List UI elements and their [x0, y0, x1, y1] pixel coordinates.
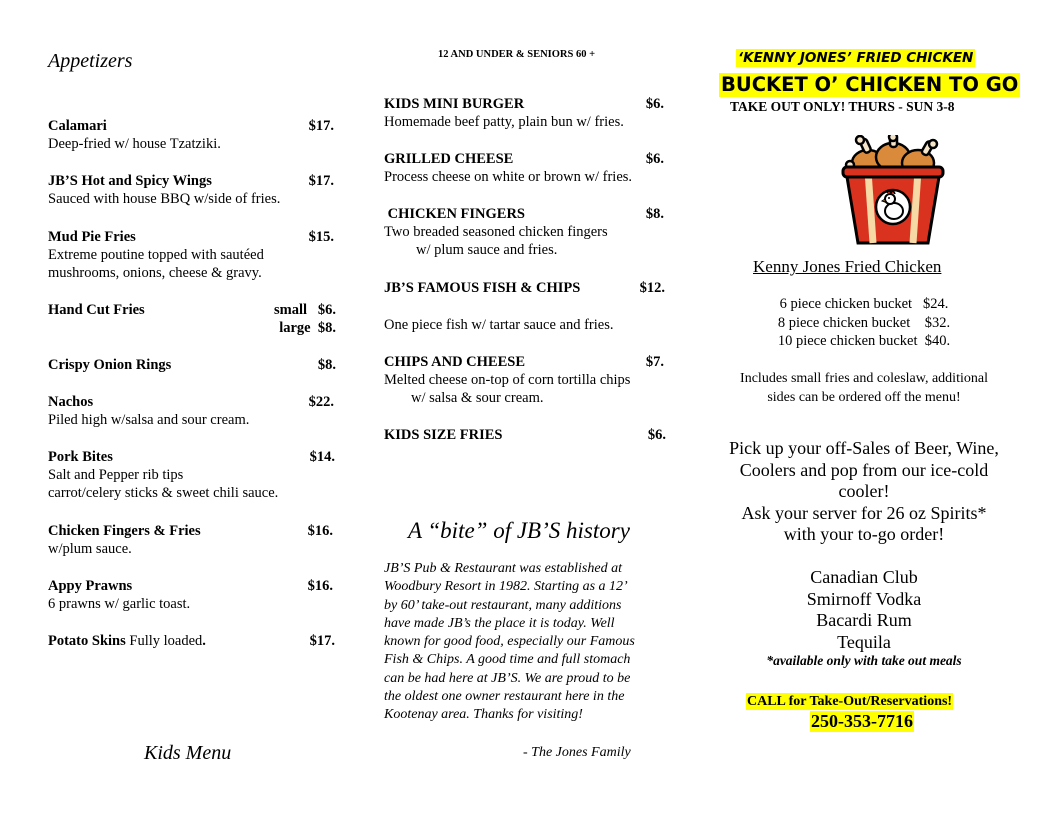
item-name: JB’S Hot and Spicy Wings [48, 173, 212, 189]
item-name: Crispy Onion Rings [48, 357, 172, 373]
spirits-footnote: *available only with take out meals [766, 653, 962, 668]
spirit-item: Bacardi Rum [816, 610, 912, 630]
history-line: the oldest one owner restaurant here in the [384, 689, 625, 705]
item-price: $12. [639, 280, 665, 296]
item-desc: Process cheese on white or brown w/ fries. [384, 169, 633, 185]
item-name: KIDS SIZE FRIES [384, 427, 503, 443]
item-desc: w/plum sauce. [48, 541, 132, 557]
offsales-line: Coolers and pop from our ice-cold [739, 459, 989, 480]
history-line: have made JB’s the place it is today. Well [384, 615, 615, 631]
history-line: known for good food, especially our Famous [384, 634, 635, 650]
spirit-item: Canadian Club [810, 567, 918, 587]
item-desc: mushrooms, onions, cheese & gravy. [48, 265, 262, 281]
item-desc: 6 prawns w/ garlic toast. [48, 596, 191, 612]
item-name: Chicken Fingers & Fries [48, 523, 201, 539]
item-price: $15. [308, 229, 334, 245]
history-line: can be had here at JB’S. We are proud to be [384, 670, 631, 686]
item-price: $6. [645, 151, 664, 167]
includes-line: sides can be ordered off the menu! [767, 389, 961, 405]
bucket-price-line: 6 piece chicken bucket $24. [779, 296, 949, 312]
item-name: Potato Skins [48, 633, 126, 649]
item-desc: Two breaded seasoned chicken fingers [384, 224, 608, 240]
history-line: Fish & Chips. A good time and full stomach [384, 652, 631, 668]
item-desc: Sauced with house BBQ w/side of fries. [48, 191, 281, 207]
item-price: $17. [309, 633, 335, 649]
bucket-price-line: 10 piece chicken bucket $40. [777, 333, 951, 349]
signature: - The Jones Family [523, 745, 631, 760]
item-name-line [48, 632, 206, 650]
item-desc: w/ salsa & sour cream. [411, 390, 544, 406]
item-desc: carrot/celery sticks & sweet chili sauce. [48, 485, 279, 501]
item-dot: . [202, 633, 206, 649]
call-line: CALL for Take-Out/Reservations! [747, 694, 953, 709]
phone-number[interactable]: 250-353-7716 [811, 711, 913, 731]
offsales-line: cooler! [838, 481, 890, 501]
item-price: $6. [645, 96, 664, 112]
spirits-list [704, 567, 1024, 653]
item-desc: Fully loaded [125, 633, 203, 649]
kids-menu-heading: Kids Menu [144, 742, 232, 764]
item-name: CHIPS AND CHEESE [384, 354, 526, 370]
item-name: Mud Pie Fries [48, 229, 136, 245]
item-price: $17. [308, 118, 334, 134]
bucket-prices [744, 295, 984, 351]
history-heading: A “bite” of JB’S history [408, 518, 630, 543]
item-name: KIDS MINI BURGER [384, 96, 525, 112]
item-name: GRILLED CHEESE [384, 151, 514, 167]
item-name: Appy Prawns [48, 578, 133, 594]
offsales-line: Ask your server for 26 oz Spirits* [741, 502, 987, 523]
takeout-hours: TAKE OUT ONLY! THURS - SUN 3-8 [730, 99, 955, 114]
item-desc: w/ plum sauce and fries. [416, 242, 558, 258]
history-line: by 60’ take-out restaurant, many additions [384, 597, 622, 613]
item-price: $17. [308, 173, 334, 189]
item-price: $7. [645, 354, 664, 370]
chicken-banner-top: ‘KENNY JONES’ FRIED CHICKEN [738, 50, 974, 66]
item-price: $16. [307, 578, 333, 594]
item-price: $8. [645, 206, 664, 222]
appetizers-heading: Appetizers [48, 50, 133, 72]
bucket-price-line: 8 piece chicken bucket $32. [777, 314, 951, 331]
item-name: JB’S FAMOUS FISH & CHIPS [384, 280, 581, 296]
item-price: $22. [308, 394, 334, 410]
item-desc: Melted cheese on-top of corn tortilla chips [384, 372, 631, 388]
fried-chicken-subheading: Kenny Jones Fried Chicken [753, 257, 942, 276]
item-desc: Extreme poutine topped with sautéed [48, 247, 264, 263]
item-name: Pork Bites [48, 449, 113, 465]
history-line: Woodbury Resort in 1982. Starting as a 12’ [384, 579, 628, 595]
item-price-large: large $8. [279, 320, 336, 336]
spirit-item: Tequila [837, 631, 891, 652]
item-price: $8. [317, 357, 336, 373]
item-desc: One piece fish w/ tartar sauce and fries. [384, 317, 614, 333]
history-paragraph [384, 560, 635, 725]
item-name: Hand Cut Fries [48, 302, 145, 318]
history-line: JB’S Pub & Restaurant was established at [384, 561, 622, 576]
includes-note [704, 370, 1024, 407]
history-line: Kootenay area. Thanks for visiting! [384, 707, 583, 723]
offsales-line: with your to-go order! [783, 524, 945, 544]
item-name: CHICKEN FINGERS [384, 206, 525, 222]
offsales-line: Pick up your off-Sales of Beer, Wine, [729, 438, 999, 458]
item-desc: Deep-fried w/ house Tzatziki. [48, 136, 221, 152]
spirit-item: Smirnoff Vodka [806, 588, 922, 609]
chicken-banner-main: BUCKET O’ CHICKEN TO GO [721, 73, 1019, 96]
item-name: Calamari [48, 118, 107, 134]
item-desc: Salt and Pepper rib tips [48, 467, 184, 483]
item-desc: Homemade beef patty, plain bun w/ fries. [384, 114, 624, 130]
item-name: Nachos [48, 394, 94, 410]
item-price: $6. [647, 427, 666, 443]
chicken-bucket-icon [838, 135, 948, 247]
kids-age-note: 12 AND UNDER & SENIORS 60 + [438, 49, 596, 60]
item-price-small: small $6. [273, 302, 336, 318]
item-price: $14. [309, 449, 335, 465]
includes-line: Includes small fries and coleslaw, additional [740, 371, 988, 386]
offsales-note [704, 438, 1024, 546]
item-desc: Piled high w/salsa and sour cream. [48, 412, 250, 428]
item-price: $16. [307, 523, 333, 539]
